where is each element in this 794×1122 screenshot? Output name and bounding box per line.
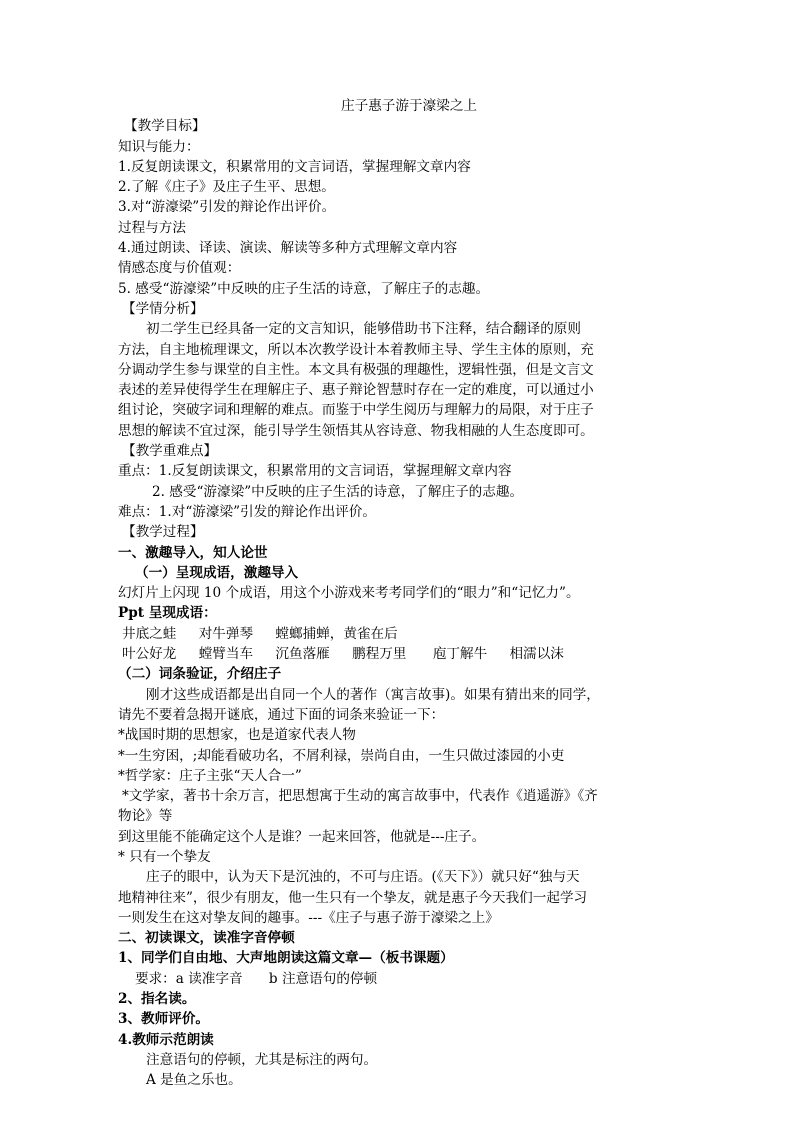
section-heading: 【学情分析】 bbox=[122, 300, 204, 317]
text-line: 2. 感受“游濠梁”中反映的庄子生活的诗意，了解庄子的志趣。 bbox=[152, 483, 524, 500]
paragraph-line: 庄子的眼中，认为天下是沉浊的，不可与庄语。(《天下》）就只好“独与天 bbox=[146, 869, 580, 886]
text-line bbox=[118, 969, 680, 989]
bullet-line: *一生穷困，;却能看破功名，不屑利禄，崇尚自由，一生只做过漆园的小吏 bbox=[118, 747, 565, 764]
text-line: 3.对“游濠梁”引发的辩论作出评价。 bbox=[118, 199, 336, 216]
heading-level-2: 1、同学们自由地、大声地朗读这篇文章—（板书课题） bbox=[118, 950, 454, 967]
bullet-line: *文学家，著书十余万言，把思想寓于生动的寓言故事中，代表作《逍遥游》《齐 bbox=[122, 788, 598, 805]
idiom: 鹏程万里 bbox=[352, 646, 407, 663]
section-heading: 【教学过程】 bbox=[122, 524, 204, 541]
requirement-b: b 注意语句的停顿 bbox=[268, 970, 378, 987]
idiom: 井底之蛙 bbox=[122, 625, 177, 642]
paragraph-line: 组讨论，突破字词和理解的难点。而鉴于中学生阅历与理解力的局限，对于庄子 bbox=[118, 402, 594, 419]
paragraph-line: 刚才这些成语都是出自同一个人的著作（寓言故事)。如果有猜出来的同学， bbox=[146, 686, 600, 703]
idiom: 螳螂捕蝉，黄雀在后 bbox=[275, 625, 398, 642]
page-title: 庄子惠子游于濠梁之上 bbox=[341, 98, 477, 114]
text-line: 2.了解《庄子》及庄子生平、思想。 bbox=[118, 179, 335, 196]
section-heading: 【教学重难点】 bbox=[122, 443, 218, 460]
text-line: 情感态度与价值观： bbox=[118, 260, 241, 277]
bullet-line: * 只有一个挚友 bbox=[118, 848, 211, 865]
paragraph-line: 分调动学生参与课堂的自主性。本文具有极强的理趣性，逻辑性强，但是文言文 bbox=[118, 361, 594, 378]
heading-level-1: 一、激趣导入，知人论世 bbox=[118, 544, 268, 561]
text-line: 知识与能力： bbox=[118, 138, 200, 155]
paragraph-line: 表述的差异使得学生在理解庄子、惠子辩论智慧时存在一定的难度，可以通过小 bbox=[118, 382, 594, 399]
text-line: 到这里能不能确定这个人是谁？一起来回答，他就是---庄子。 bbox=[118, 828, 486, 845]
requirement-a: 要求：a 读准字音 bbox=[135, 970, 243, 987]
text-line: 4.通过朗读、译读、演读、解读等多种方式理解文章内容 bbox=[118, 240, 458, 257]
idiom-row bbox=[118, 644, 680, 664]
text-line: 难点：1.对“游濠梁”引发的辩论作出评价。 bbox=[118, 503, 376, 520]
idiom: 相濡以沫 bbox=[509, 646, 564, 663]
heading-level-1: 二、初读课文，读准字音停顿 bbox=[118, 930, 295, 947]
idiom: 螳臂当车 bbox=[198, 646, 254, 663]
heading-level-2: 4.教师示范朗读 bbox=[118, 1031, 214, 1048]
bullet-line: 物论》等 bbox=[118, 808, 173, 825]
paragraph-line: 方法，自主地梳理课文，所以本次教学设计本着教师主导、学生主体的原则，充 bbox=[118, 341, 594, 358]
text-line: Ppt 呈现成语： bbox=[118, 605, 217, 622]
paragraph-line: 思想的解读不宜过深，能引导学生领悟其从容诗意、物我相融的人生态度即可。 bbox=[118, 422, 594, 439]
bullet-line: *战国时期的思想家，也是道家代表人物 bbox=[118, 727, 356, 744]
heading-level-2: （一）呈现成语，激趣导入 bbox=[135, 564, 299, 581]
text-line: A 是鱼之乐也。 bbox=[146, 1072, 242, 1089]
paragraph-line: 初二学生已经具备一定的文言知识，能够借助书下注释，结合翻译的原则 bbox=[146, 321, 581, 338]
idiom-row bbox=[118, 624, 680, 644]
text-line: 过程与方法 bbox=[118, 219, 186, 236]
idiom: 对牛弹琴 bbox=[198, 625, 254, 642]
section-heading: 【教学目标】 bbox=[124, 118, 206, 135]
idiom: 叶公好龙 bbox=[122, 646, 177, 663]
text-line: 1.反复朗读课文，积累常用的文言词语，掌握理解文章内容 bbox=[118, 158, 471, 175]
idiom: 沉鱼落雁 bbox=[275, 646, 330, 663]
heading-level-2: （二）词条验证，介绍庄子 bbox=[118, 666, 282, 683]
heading-level-2: 2、指名读。 bbox=[118, 991, 196, 1008]
text-line: 注意语句的停顿，尤其是标注的两句。 bbox=[146, 1051, 378, 1068]
paragraph-line: 请先不要着急揭开谜底，通过下面的词条来验证一下： bbox=[118, 706, 445, 723]
text-line: 重点：1.反复朗读课文，积累常用的文言词语，掌握理解文章内容 bbox=[118, 463, 512, 480]
paragraph-line: 一则发生在这对挚友间的趣事。---《庄子与惠子游于濠梁之上》 bbox=[118, 909, 499, 926]
bullet-line: *哲学家：庄子主张“天人合一” bbox=[118, 767, 302, 784]
text-line: 幻灯片上闪现 10 个成语，用这个小游戏来考考同学们的“眼力”和“记忆力”。 bbox=[118, 585, 580, 602]
heading-level-2: 3、教师评价。 bbox=[118, 1011, 210, 1028]
document-page bbox=[118, 96, 680, 1091]
idiom: 庖丁解牛 bbox=[432, 646, 488, 663]
paragraph-line: 地精神往来”，很少有朋友，他一生只有一个挚友，就是惠子今天我们一起学习 bbox=[118, 889, 588, 906]
text-line: 5. 感受“游濠梁”中反映的庄子生活的诗意，了解庄子的志趣。 bbox=[118, 280, 490, 297]
